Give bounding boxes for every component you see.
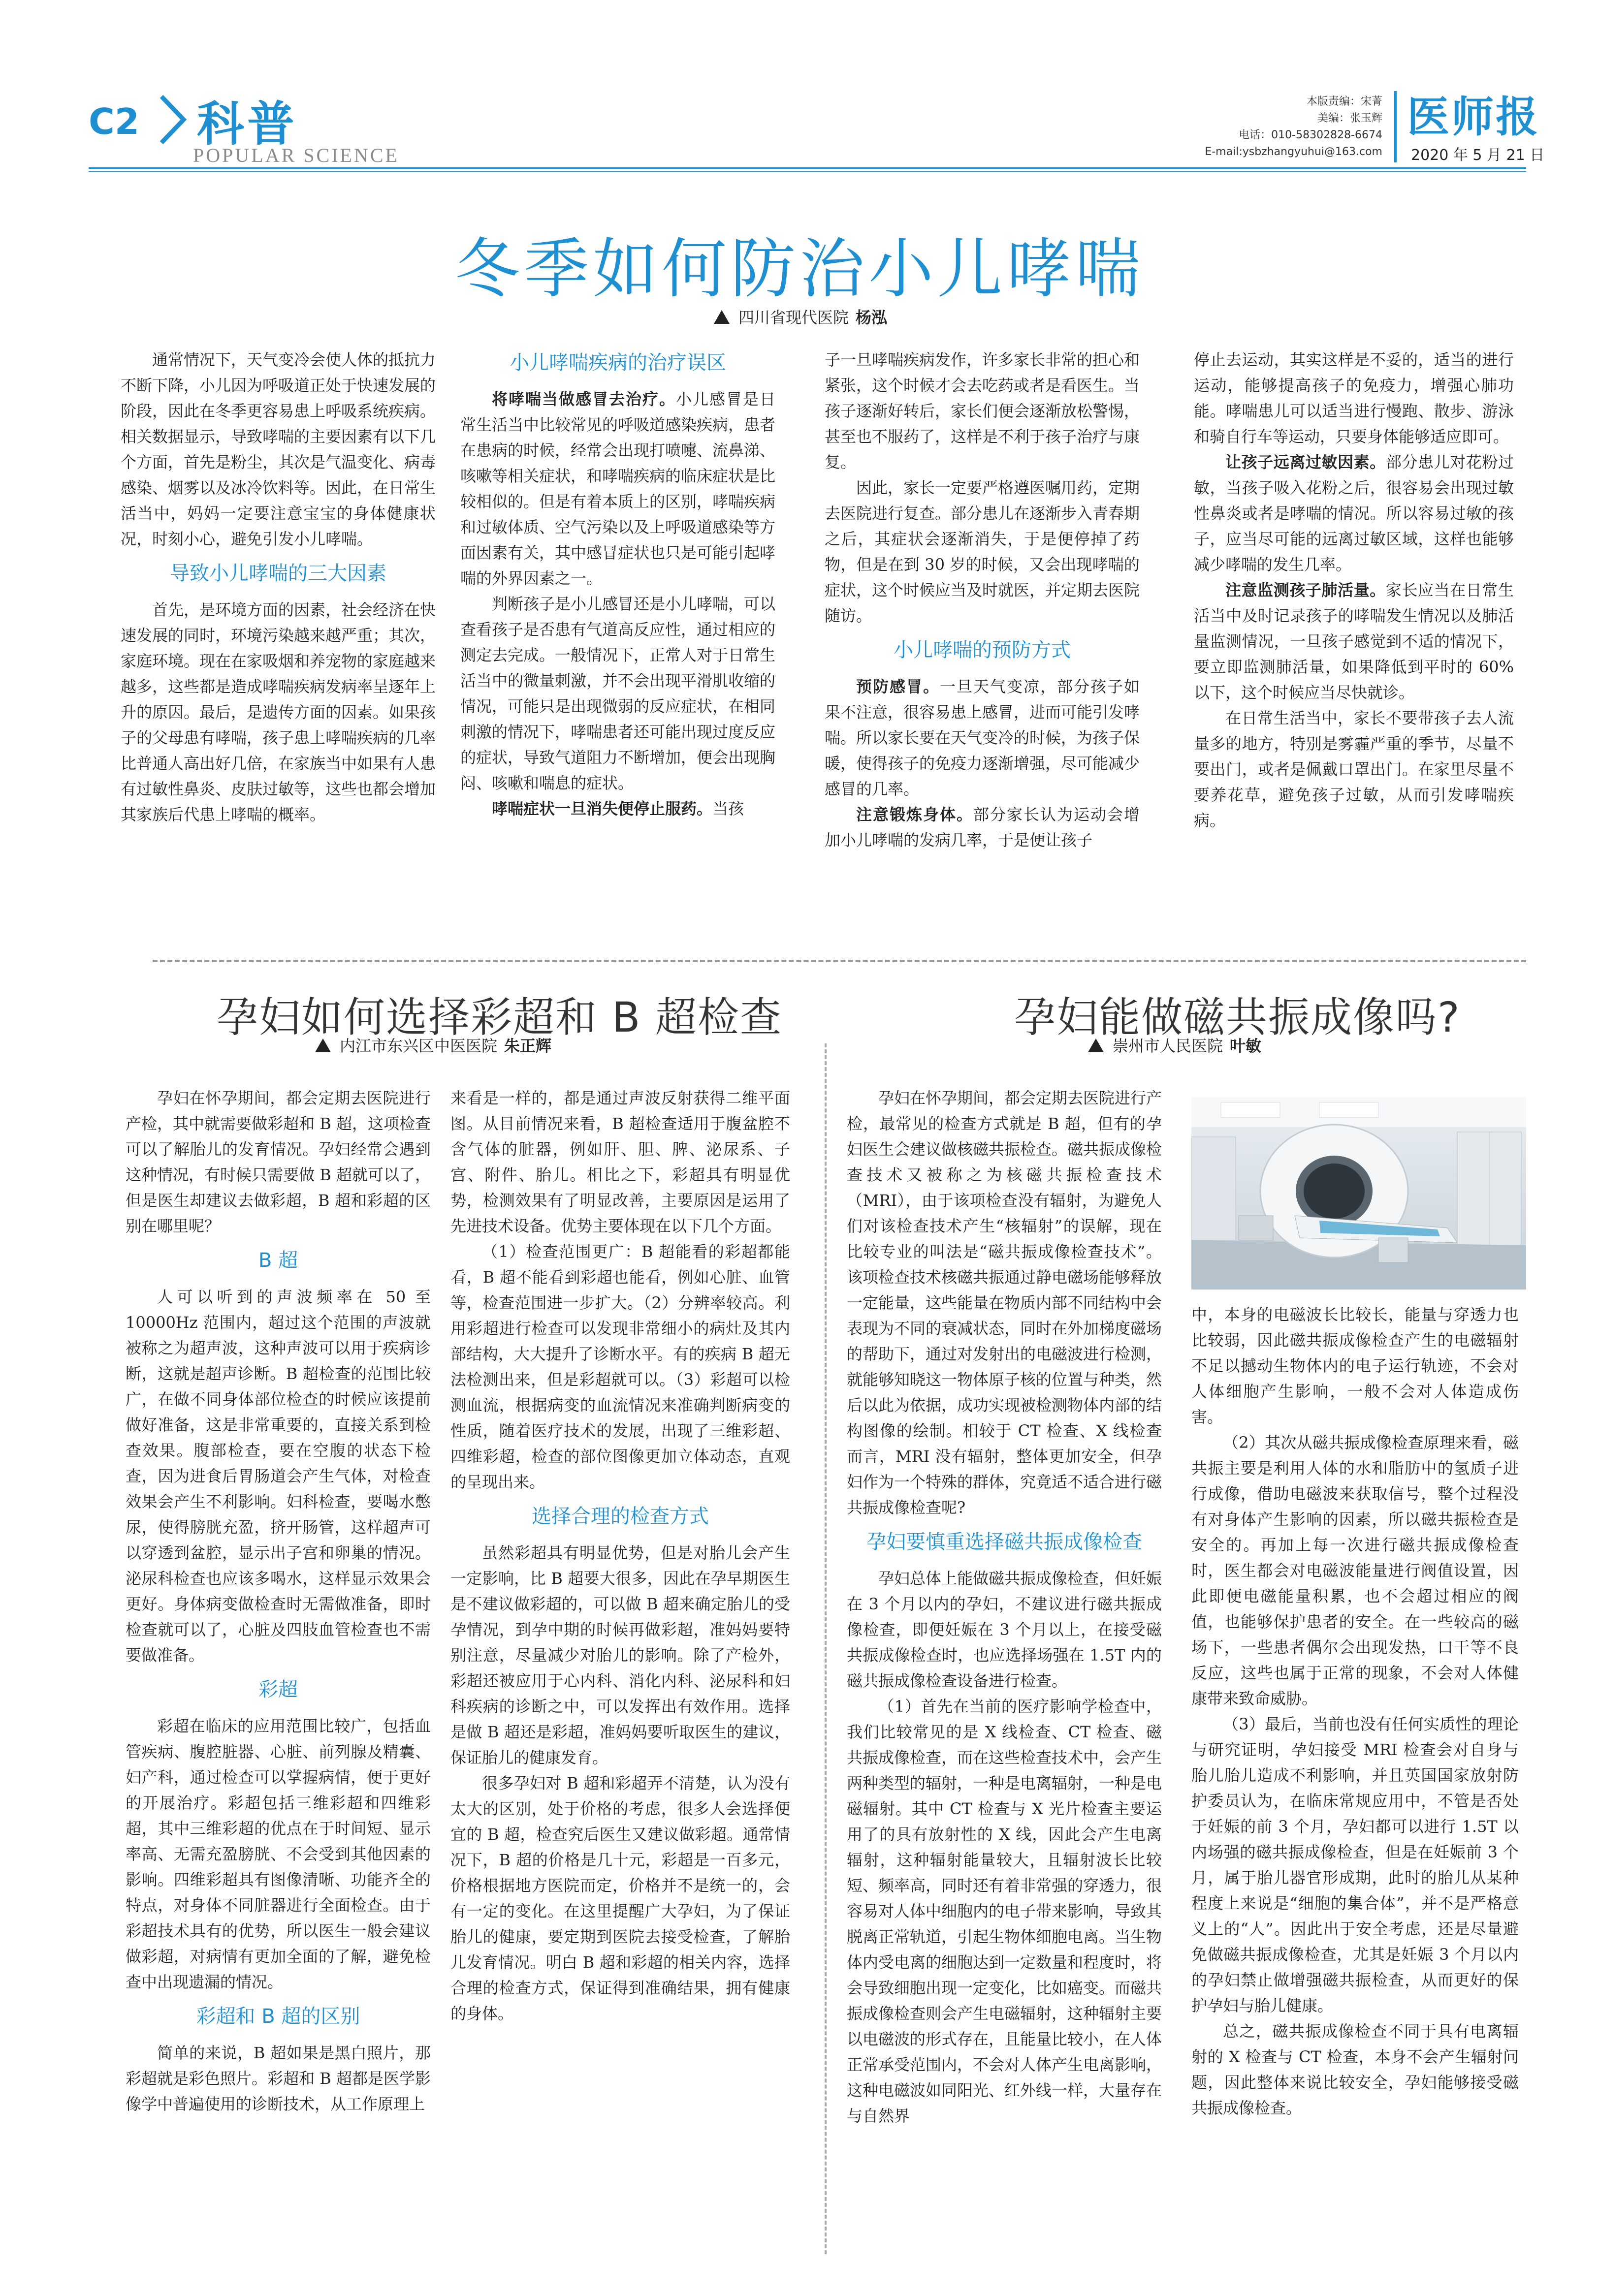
bold-lead: 哮喘症状一旦消失便停止服药。 xyxy=(492,799,713,818)
paragraph: 通常情况下，天气变冷会使人体的抵抗力不断下降，小儿因为呼吸道正处于快速发展的阶段，因此在冬季更容易患上呼吸系统疾病。相关数据显示，导致哮喘的主要因素有以下几个方面，首先是粉尘，其次是气温变化、病毒感染、烟雾以及冰冷饮料等。因此，在日常生活当中，妈妈一定要注意宝宝的身体健康状况，时刻小心，避免引发小儿哮喘。 xyxy=(121,350,436,548)
paragraph: 简单的来说，B 超如果是黑白照片，那彩超就是彩色照片。彩超和 B 超都是医学影像学中普遍使用的诊断技术，从工作原理上 xyxy=(126,2044,431,2113)
article2-column-1 xyxy=(126,1085,431,2117)
page-number: C2 xyxy=(89,101,139,142)
subheading: 小儿哮喘疾病的治疗误区 xyxy=(510,351,726,374)
article3-column-1 xyxy=(847,1085,1162,2129)
paragraph: 孕妇在怀孕期间，都会定期去医院进行产检，其中就需要做彩超和 B 超，这项检查可以了解胎儿的发育情况。孕妇经常会遇到这种情况，有时候只需要做 B 超就可以了，但是医生却建议去做彩超，B 超和彩超的区别在哪里呢？ xyxy=(126,1089,431,1235)
header-rule-thin xyxy=(89,171,1526,172)
header-info xyxy=(1107,94,1382,160)
paragraph-text: 一旦天气变凉，部分孩子如果不注意，很容易患上感冒，进而可能引发哮喘。所以家长要在天气变冷的时候，为孩子保暖，使得孩子的免疫力逐渐增强，尽可能减少感冒的几率。 xyxy=(825,677,1140,798)
bold-lead: 注意监测孩子肺活量。 xyxy=(1225,581,1386,599)
subheading: 小儿哮喘的预防方式 xyxy=(894,639,1071,661)
paragraph: 来看是一样的，都是通过声波反射获得二维平面图。从目前情况来看，B 超检查适用于腹盆腔不含气体的脏器，例如肝、胆、脾、泌尿系、子宫、附件、胎儿。相比之下，彩超具有明显优势，检测效果有了明显改善，主要原因是运用了先进技术设备。优势主要体现在以下几个方面。 xyxy=(450,1089,790,1235)
triangle-icon xyxy=(315,1038,331,1052)
subheading: 选择合理的检查方式 xyxy=(532,1505,709,1528)
article3-org: 崇州市人民医院 xyxy=(1113,1037,1223,1055)
paragraph: 首先，是环境方面的因素，社会经济在快速发展的同时，环境污染越来越严重；其次，家庭环境。现在在家吸烟和养宠物的家庭越来越多，这些都是造成哮喘疾病发病率呈逐年上升的原因。最后，是遗传方面的因素。如果孩子的父母患有哮喘，孩子患上哮喘疾病的几率比普通人高出好几倍，在家族当中如果有人患有过敏性鼻炎、皮肤过敏等，这些也都会增加其家族后代患上哮喘的概率。 xyxy=(121,600,436,824)
paragraph: （3）最后，当前也没有任何实质性的理论与研究证明，孕妇接受 MRI 检查会对自身与胎儿胎儿造成不利影响，并且英国国家放射防护委员认为，在临床常规应用中，不管是否处于妊娠的前 3 个月，孕妇都可以进行 1.5T 以内场强的磁共振成像检查，但是在妊娠前 3 个月，属于胎儿器官形成期，此时的胎儿从某种程度上来说是“细胞的集合体”，并不是严格意义上的“人”。因此出于安全考虑，还是尽量避免做磁共振成像检查，尤其是妊娠 3 个月以内的孕妇禁止做增强磁共振检查，从而更好的保护孕妇与胎儿健康。 xyxy=(1191,1715,1519,2015)
paragraph: 总之，磁共振成像检查不同于具有电离辐射的 X 检查与 CT 检查，本身不会产生辐射问题，因此整体来说比较安全，孕妇能够接受磁共振成像检查。 xyxy=(1191,2022,1519,2117)
editor-credit: 本版责编：宋菁 xyxy=(1306,95,1382,108)
article1-column-2 xyxy=(460,347,775,821)
paragraph xyxy=(460,386,775,591)
header-rule xyxy=(89,167,1526,169)
article1-column-4 xyxy=(1194,347,1514,833)
column-divider xyxy=(825,1043,827,2254)
paragraph: 虽然彩超具有明显优势，但是对胎儿会产生一定影响，比 B 超要大很多，因此在孕早期医生是不建议做彩超的，可以做 B 超来确定胎儿的受孕情况，到孕中期的时候再做彩超，准妈妈要特别注意，尽量减少对胎儿的影响。除了产检外，彩超还被应用于心内科、消化内科、泌尿科和妇科疾病的诊断之中，可以发挥出有效作用。选择是做 B 超还是彩超，准妈妈要听取医生的建议，保证胎儿的健康发育。 xyxy=(450,1543,790,1767)
paragraph xyxy=(825,674,1140,802)
paragraph: 在日常生活当中，家长不要带孩子去人流量多的地方，特别是雾霾严重的季节，尽量不要出门，或者是佩戴口罩出门。在家里尽量不要养花草，避免孩子过敏，从而引发哮喘疾病。 xyxy=(1194,709,1514,830)
header-divider xyxy=(1394,91,1397,162)
subheading: B 超 xyxy=(258,1249,298,1272)
subheading: 导致小儿哮喘的三大因素 xyxy=(170,562,386,585)
paragraph-text: 部分家长认为运动会增加小儿哮喘的发病几率，于是便让孩子 xyxy=(825,805,1140,849)
triangle-icon xyxy=(1088,1038,1104,1052)
article2-column-2 xyxy=(450,1085,790,2026)
article3-title: 孕妇能做磁共振成像吗? xyxy=(1014,993,1461,1041)
paragraph: （2）其次从磁共振成像检查原理来看，磁共振主要是利用人体的水和脂肪中的氢质子进行成像，借助电磁波来获取信号，整个过程没有对身体产生影响的因素，所以磁共振检查是安全的。再加上每一次进行磁共振成像检查时，医生都会对电磁波能量进行阀值设置，因此即便电磁能量积累，也不会超过相应的阀值，也能够保护患者的安全。在一些较高的磁场下，一些患者偶尔会出现发热，口干等不良反应，这些也属于正常的现象，不会对人体健康带来致命威胁。 xyxy=(1191,1433,1519,1708)
paragraph-text: 部分患儿对花粉过敏，当孩子吸入花粉之后，很容易会出现过敏性鼻炎或者是哮喘的情况。所以容易过敏的孩子，应当尽可能的远离过敏区域，这样也能够减少哮喘的发生几率。 xyxy=(1194,453,1514,574)
article1-column-1 xyxy=(121,347,436,827)
article3-byline xyxy=(1088,1034,1261,1056)
subheading: 彩超 xyxy=(258,1678,298,1701)
article1-column-3 xyxy=(825,347,1140,853)
article1-byline xyxy=(714,305,887,328)
email-contact: E-mail:ysbzhangyuhui@163.com xyxy=(1205,146,1382,158)
paragraph: 孕妇在怀孕期间，都会定期去医院进行产检，最常见的检查方式就是 B 超，但有的孕妇医生会建议做核磁共振检查。磁共振成像检查技术又被称之为核磁共振检查技术（MRI），由于该项检查没有辐射，为避免人们对该检查技术产生“核辐射”的误解，现在比较专业的叫法是“磁共振成像检查技术”。该项检查技术核磁共振通过静电磁场能够释放一定能量，这些能量在物质内部不同结构中会表现为不同的衰减状态，同时在外加梯度磁场的帮助下，通过对发射出的电磁波进行检测，就能够知晓这一物体原子核的位置与种类，然后以此为依据，成功实现被检测物体内部的结构图像的绘制。相较于 CT 检查、X 线检查而言，MRI 没有辐射，整体更加安全，但孕妇作为一个特殊的群体，究竟适不适合进行磁共振成像检查呢? xyxy=(847,1089,1162,1517)
article2-author: 朱正辉 xyxy=(504,1037,552,1055)
article1-org: 四川省现代医院 xyxy=(738,308,849,327)
paragraph: 停止去运动，其实这样是不妥的，适当的进行运动，能够提高孩子的免疫力，增强心肺功能。哮喘患儿可以适当进行慢跑、散步、游泳和骑自行车等运动，只要身体能够适应即可。 xyxy=(1194,350,1514,446)
paragraph: （1）首先在当前的医疗影响学检查中，我们比较常见的是 X 线检查、CT 检查、磁共振成像检查，而在这些检查技术中，会产生两种类型的辐射，一种是电离辐射，一种是电磁辐射。其中 CT 检查与 X 光片检查主要运用了的具有放射性的 X 线，因此会产生电离辐射，这种辐射能量较大，且辐射波长比较短、频率高，同时还有着非常强的穿透力，很容易对人体中细胞内的电子带来影响，导致其脱离正常轨道，引起生物体细胞电离。当生物体内受电离的细胞达到一定数量和程度时，将会导致细胞出现一定变化，比如癌变。而磁共振成像检查则会产生电磁辐射，这种辐射主要以电磁波的形式存在，且能量比较小，在人体正常承受范围内，不会对人体产生电离影响，这种电磁波如同阳光、红外线一样，大量存在与自然界 xyxy=(847,1697,1162,2125)
article1-author: 杨泓 xyxy=(856,308,888,327)
chevron-right-icon xyxy=(157,93,191,147)
phone-contact: 电话：010-58302828-6674 xyxy=(1239,129,1382,141)
bold-lead: 预防感冒。 xyxy=(856,677,940,696)
paragraph: （1）检查范围更广：B 超能看的彩超都能看，B 超不能看到彩超也能看，例如心脏、血管等，检查范围进一步扩大。（2）分辨率较高。利用彩超进行检查可以发现非常细小的病灶及其内部结构，大大提升了诊断水平。有的疾病 B 超无法检测出来，但是彩超就可以。（3）彩超可以检测血流，根据病变的血流情况来准确判断病变的性质，随着医疗技术的发展，出现了三维彩超、四维彩超，检查的部位图像更加立体动态，直观的呈现出来。 xyxy=(450,1242,790,1491)
paragraph: 判断孩子是小儿感冒还是小儿哮喘，可以查看孩子是否患有气道高反应性，通过相应的测定去完成。一般情况下，正常人对于日常生活当中的微量刺激，并不会出现平滑肌收缩的情况，可能只是出现微弱的反应症状，在相同刺激的情况下，哮喘患者还可能出现过度反应的症状，导致气道阻力不断增加，便会出现胸闷、咳嗽和喘息的症状。 xyxy=(460,595,776,792)
section-title: 科普 xyxy=(197,96,297,152)
paragraph xyxy=(1194,449,1514,577)
paragraph xyxy=(825,802,1140,853)
article2-title: 孕妇如何选择彩超和 B 超检查 xyxy=(217,993,783,1041)
bold-lead: 将哮喘当做感冒去治疗。 xyxy=(492,390,676,409)
paragraph: 彩超在临床的应用范围比较广，包括血管疾病、腹腔脏器、心脏、前列腺及精囊、妇产科，通过检查可以掌握病情，便于更好的开展治疗。彩超包括三维彩超和四维彩超，其中三维彩超的优点在于时间短、显示率高、无需充盈膀胱、不会受到其他因素的影响。四维彩超具有图像清晰、功能齐全的特点，对身体不同脏器进行全面检查。由于彩超技术具有的优势，所以医生一般会建议做彩超，对病情有更加全面的了解，避免检查中出现遗漏的情况。 xyxy=(126,1717,431,1991)
article1-title: 冬季如何防治小儿哮喘 xyxy=(455,231,1144,307)
section-subtitle: POPULAR SCIENCE xyxy=(193,144,399,166)
article3-column-2 xyxy=(1191,1302,1519,2121)
bold-lead: 让孩子远离过敏因素。 xyxy=(1225,453,1386,472)
paragraph-text: 当孩 xyxy=(712,799,744,818)
article2-byline xyxy=(315,1034,551,1056)
paragraph-text: 小儿感冒是日常生活当中比较常见的呼吸道感染疾病，患者在患病的时候，经常会出现打喷嚏、流鼻涕、咳嗽等相关症状，和哮喘疾病的临床症状是比较相似的。但是有着本质上的区别，哮喘疾病和过敏体质、空气污染以及上呼吸道感染等方面因素有关，其中感冒症状也只是可能引起哮喘的外界因素之一。 xyxy=(460,390,776,588)
article3-author: 叶敏 xyxy=(1230,1037,1262,1055)
paragraph xyxy=(460,796,775,821)
paragraph xyxy=(1194,577,1514,705)
section-divider xyxy=(153,960,1526,962)
mri-scanner-photo xyxy=(1191,1098,1526,1290)
designer-credit: 美编：张玉辉 xyxy=(1317,112,1382,125)
paragraph: 子一旦哮喘疾病发作，许多家长非常的担心和紧张，这个时候才会去吃药或者是看医生。当孩子逐渐好转后，家长们便会逐渐放松警惕，甚至也不服药了，这样是不利于孩子治疗与康复。 xyxy=(825,350,1140,472)
paragraph: 人可以听到的声波频率在 50 至 10000Hz 范围内，超过这个范围的声波就被称之为超声波，这种声波可以用于疾病诊断，这就是超声诊断。B 超检查的范围比较广，在做不同身体部位检查的时候应该提前做好准备，这是非常重要的，直接关系到检查效果。腹部检查，要在空腹的状态下检查，因为进食后胃肠道会产生气体，对检查效果会产生不利影响。妇科检查，要喝水憋尿，使得膀胱充盈，挤开肠管，这样超声可以穿透到盆腔，显示出子宫和卵巢的情况。泌尿科检查也应该多喝水，这样显示效果会更好。身体病变做检查时无需做准备，即时检查就可以了，心脏及四肢血管检查也不需要做准备。 xyxy=(126,1288,431,1665)
paragraph: 很多孕妇对 B 超和彩超弄不清楚，认为没有太大的区别，处于价格的考虑，很多人会选择便宜的 B 超，检查究后医生又建议做彩超。通常情况下，B 超的价格是几十元，彩超是一百多元，价格根据地方医院而定，价格并不是统一的，会有一定的变化。在这里提醒广大孕妇，为了保证胎儿的健康，要定期到医院去接受检查，了解胎儿发育情况。明白 B 超和彩超的相关内容，选择合理的检查方式，保证得到准确结果，拥有健康的身体。 xyxy=(450,1774,790,2023)
newspaper-logo: 医师报 xyxy=(1407,92,1540,142)
subheading: 彩超和 B 超的区别 xyxy=(196,2005,360,2028)
article2-org: 内江市东兴区中医医院 xyxy=(340,1037,498,1055)
paragraph: 因此，家长一定要严格遵医嘱用药，定期去医院进行复查。部分患儿在逐渐步入青春期之后，其症状会逐渐消失，于是便停掉了药物，但是在到 30 岁的时候，又会出现哮喘的症状，这个时候应当及时就医，并定期去医院随访。 xyxy=(825,478,1140,625)
issue-date: 2020 年 5 月 21 日 xyxy=(1411,147,1545,164)
triangle-icon xyxy=(714,310,730,324)
paragraph: 孕妇总体上能做磁共振成像检查，但妊娠在 3 个月以内的孕妇，不建议进行磁共振成像检查，即便妊娠在 3 个月以上，在接受磁共振成像检查时，也应选择场强在 1.5T 内的磁共振成像检查设备进行检查。 xyxy=(847,1569,1162,1690)
bold-lead: 注意锻炼身体。 xyxy=(856,805,973,824)
paragraph-text: 家长应当在日常生活当中及时记录孩子的哮喘发生情况以及肺活量监测情况，一旦孩子感觉到不适的情况下，要立即监测肺活量，如果降低到平时的 60% 以下，这个时候应当尽快就诊。 xyxy=(1194,581,1514,702)
paragraph: 中，本身的电磁波长比较长，能量与穿透力也比较弱，因此磁共振成像检查产生的电磁辐射不足以撼动生物体内的电子运行轨迹，不会对人体细胞产生影响，一般不会对人体造成伤害。 xyxy=(1191,1305,1519,1426)
subheading: 孕妇要慎重选择磁共振成像检查 xyxy=(866,1531,1142,1553)
